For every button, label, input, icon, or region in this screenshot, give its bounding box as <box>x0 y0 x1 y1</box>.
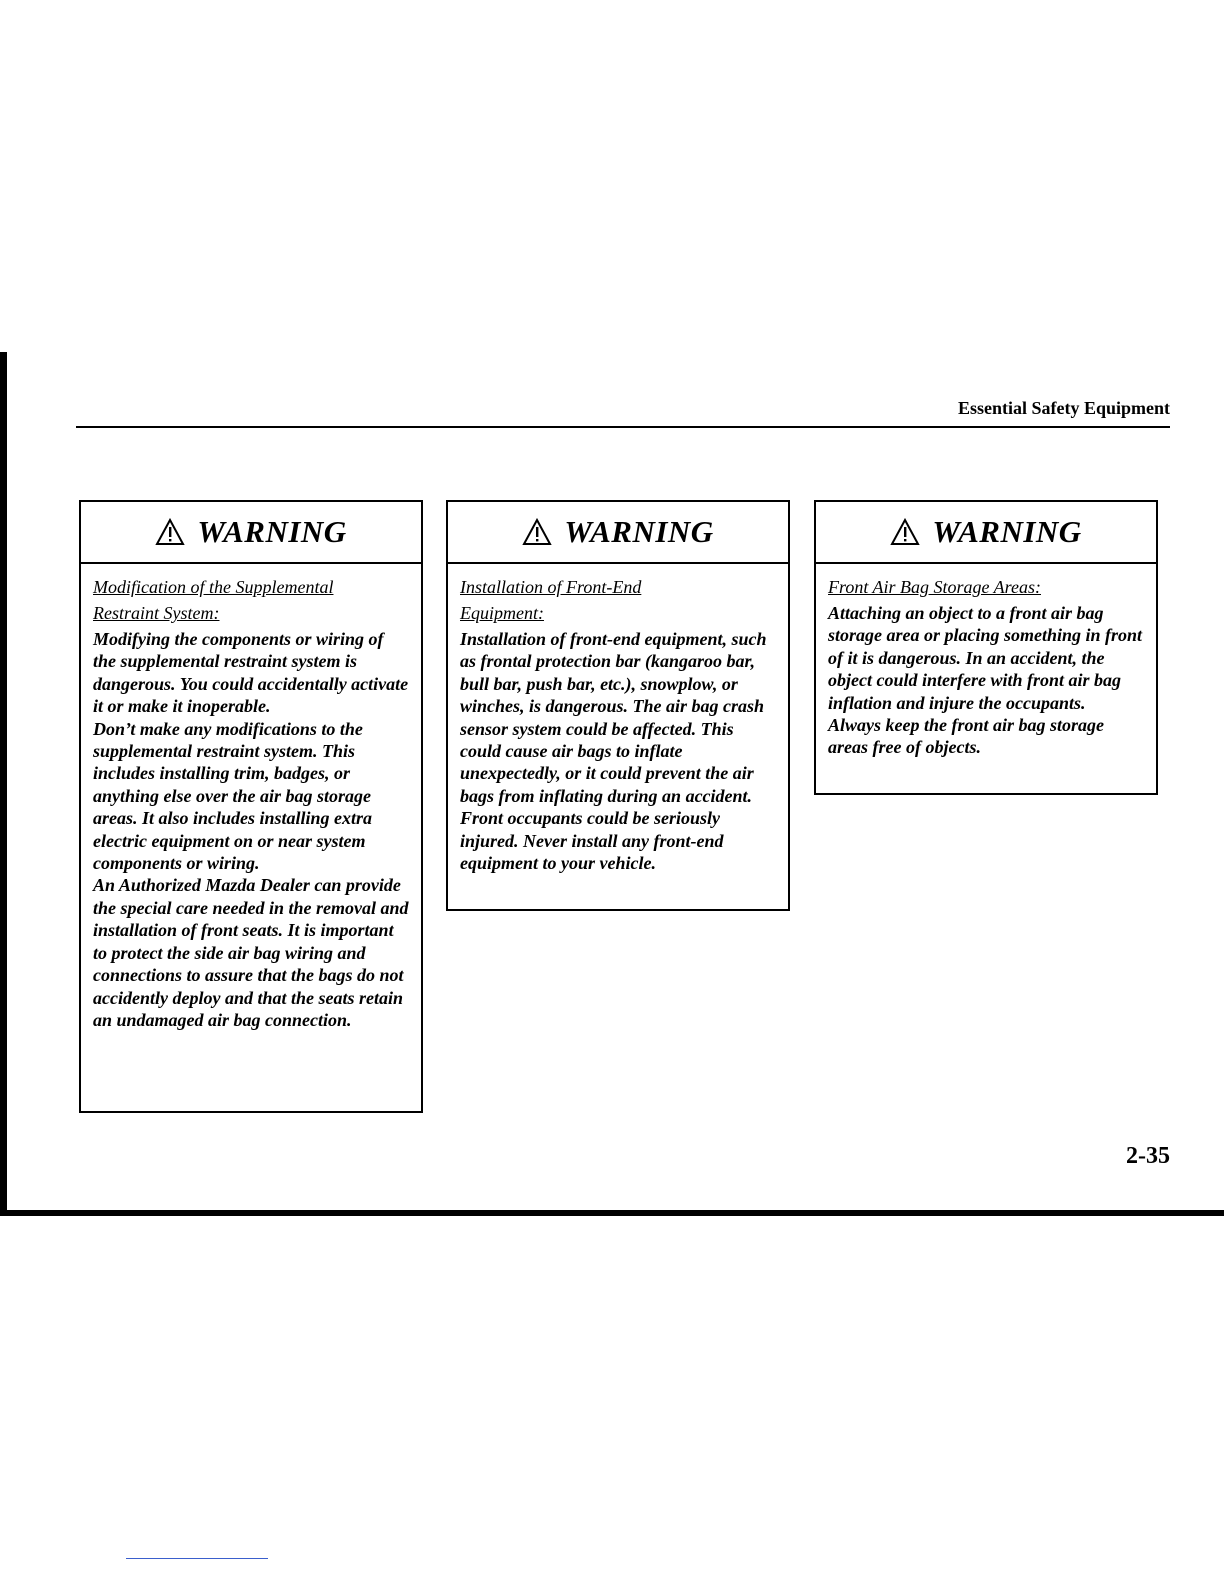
warning-body <box>816 564 1156 771</box>
warning-paragraph: Modifying the components or wiring of the supplemental restraint system is dangerous. You could accidentally activate it or make it inoperable. <box>93 629 409 717</box>
warning-paragraph: An Authorized Mazda Dealer can provide the special care needed in the removal and installation of front seats. It is important to protect the side air bag wiring and connections to assure that the bags do not accidently deploy and that the seats retain an undamaged air bag connection. <box>93 875 409 1030</box>
warning-paragraph: Installation of front-end equipment, such as frontal protection bar (kangaroo bar, bull bar, push bar, etc.), snowplow, or winches, is dangerous. The air bag crash sensor system could be affected. This could cause air bags to inflate unexpectedly, or it could prevent the air bags from inflating during an accident. Front occupants could be seriously injured. Never install any front-end equipment to your vehicle. <box>460 629 767 874</box>
warning-label: WARNING <box>932 514 1082 549</box>
warning-label: WARNING <box>564 514 714 549</box>
warning-box-front-end-equipment <box>446 500 790 911</box>
left-margin-bar <box>0 352 7 1216</box>
warning-body <box>81 564 421 1043</box>
warning-header <box>448 502 788 564</box>
warning-text <box>828 602 1146 759</box>
warning-text <box>93 628 411 1031</box>
warning-paragraph: Attaching an object to a front air bag storage area or placing something in front of it is dangerous. In an accident, the object could interfere with front air bag inflation and injure the occupants. <box>828 603 1143 713</box>
warning-paragraph: Don’t make any modifications to the supplemental restraint system. This includes installing trim, badges, or anything else over the air bag storage areas. It also includes installing extra electric equipment on or near system components or wiring. <box>93 718 373 874</box>
header-rule <box>76 426 1170 428</box>
warning-triangle-icon <box>155 518 185 546</box>
page-number: 2-35 <box>1126 1143 1170 1169</box>
warning-heading: Front Air Bag Storage Areas: <box>828 577 1041 597</box>
warning-box-air-bag-storage <box>814 500 1158 795</box>
warning-header <box>816 502 1156 564</box>
warning-triangle-icon <box>890 518 920 546</box>
warning-body <box>448 564 788 886</box>
warning-paragraph: Always keep the front air bag storage areas free of objects. <box>828 715 1105 758</box>
warning-header <box>81 502 421 564</box>
bottom-rule <box>0 1210 1224 1216</box>
warning-text <box>460 628 778 874</box>
warning-heading: Modification of the Supplemental Restraint System: <box>93 577 334 623</box>
warning-triangle-icon <box>522 518 552 546</box>
section-title: Essential Safety Equipment <box>957 398 1170 418</box>
warning-label: WARNING <box>197 514 347 549</box>
footer-link-underline <box>126 1558 268 1559</box>
warning-heading: Installation of Front-End Equipment: <box>460 577 642 623</box>
warning-box-srs-modification <box>79 500 423 1113</box>
